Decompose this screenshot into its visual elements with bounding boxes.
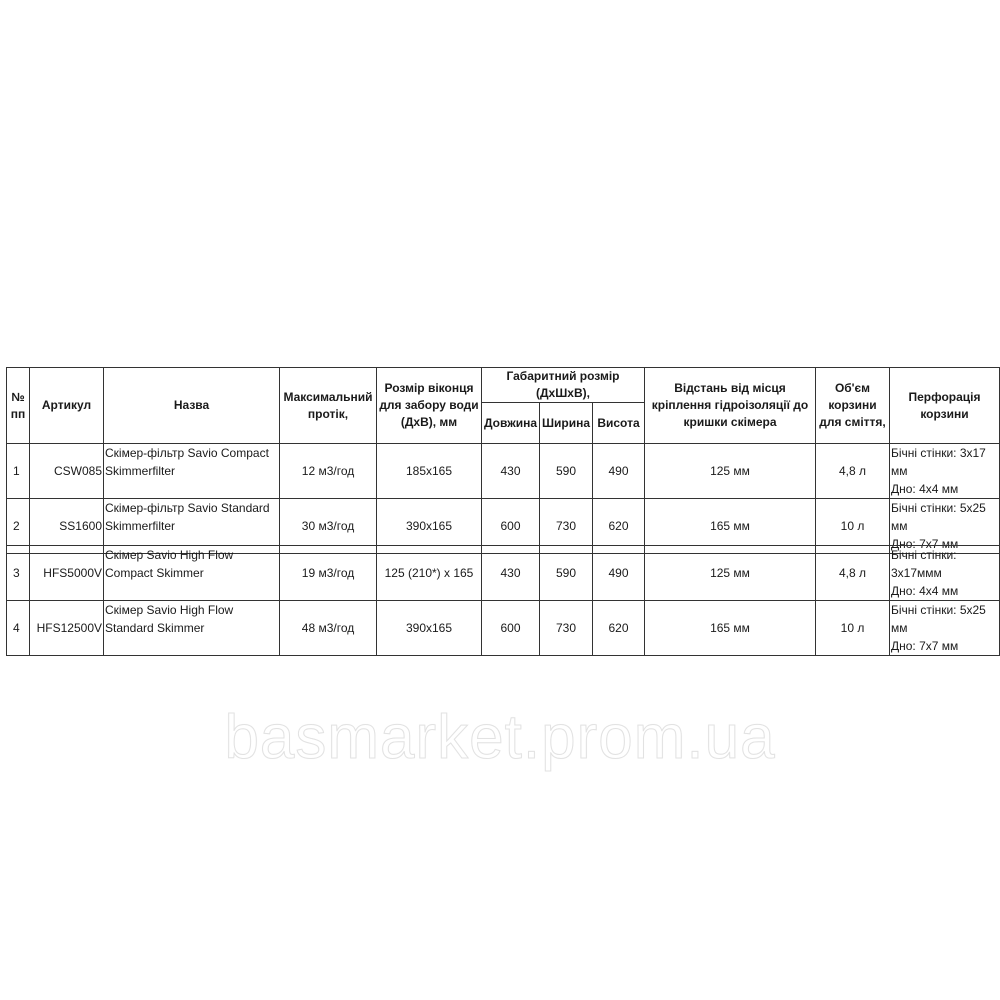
row-num: 1 xyxy=(7,444,30,499)
header-max-flow: Максимальний протік, xyxy=(280,368,377,444)
header-dimensions: Габаритний розмір (ДхШхВ), xyxy=(482,368,645,403)
row-length: 600 xyxy=(482,499,540,554)
row-length: 430 xyxy=(482,444,540,499)
row-num: 4 xyxy=(7,601,30,656)
row-distance: 125 мм xyxy=(645,546,816,601)
row-window: 125 (210*) x 165 xyxy=(377,546,482,601)
table-row xyxy=(7,444,1000,499)
row-volume: 10 л xyxy=(816,499,890,554)
row-width: 730 xyxy=(540,601,593,656)
row-num: 3 xyxy=(7,546,30,601)
table-row xyxy=(7,546,1000,601)
row-volume: 10 л xyxy=(816,601,890,656)
header-basket-volume: Об'єм корзини для сміття, xyxy=(816,368,890,444)
skimmer-table-bottom xyxy=(6,545,1000,656)
row-article: HFS12500V xyxy=(30,601,104,656)
row-perforation xyxy=(890,601,1000,656)
row-width: 590 xyxy=(540,444,593,499)
header-length: Довжина xyxy=(482,403,540,444)
row-window: 390x165 xyxy=(377,601,482,656)
row-width: 730 xyxy=(540,499,593,554)
header-article: Артикул xyxy=(30,368,104,444)
row-flow: 48 м3/год xyxy=(280,601,377,656)
row-flow: 19 м3/год xyxy=(280,546,377,601)
watermark-text: basmarket.prom.ua xyxy=(224,703,776,772)
skimmer-table-top xyxy=(6,367,1000,554)
table-row xyxy=(7,601,1000,656)
row-length: 430 xyxy=(482,546,540,601)
header-num: № пп xyxy=(7,368,30,444)
perforation-sides: Бічні стінки: 5x25 мм xyxy=(891,603,986,635)
row-name: Скімер Savio High Flow Standard Skimmer xyxy=(104,601,280,656)
header-name: Назва xyxy=(104,368,280,444)
row-volume: 4,8 л xyxy=(816,546,890,601)
perforation-bottom: Дно: 7x7 мм xyxy=(891,639,959,653)
row-volume: 4,8 л xyxy=(816,444,890,499)
row-length: 600 xyxy=(482,601,540,656)
row-distance: 165 мм xyxy=(645,601,816,656)
header-perforation: Перфорація корзини xyxy=(890,368,1000,444)
row-article: CSW085 xyxy=(30,444,104,499)
row-name: Скімер-фільтр Savio Compact Skimmerfilter xyxy=(104,444,280,499)
perforation-bottom: Дно: 4x4 мм xyxy=(891,482,959,496)
row-window: 390x165 xyxy=(377,499,482,554)
header-row xyxy=(7,368,1000,403)
row-article: SS1600 xyxy=(30,499,104,554)
row-flow: 30 м3/год xyxy=(280,499,377,554)
row-perforation xyxy=(890,546,1000,601)
row-height: 620 xyxy=(593,499,645,554)
row-distance: 165 мм xyxy=(645,499,816,554)
row-height: 490 xyxy=(593,444,645,499)
row-article: HFS5000V xyxy=(30,546,104,601)
header-distance: Відстань від місця кріплення гідроізоляції до кришки скімера xyxy=(645,368,816,444)
row-width: 590 xyxy=(540,546,593,601)
row-window: 185x165 xyxy=(377,444,482,499)
perforation-bottom: Дно: 4x4 мм xyxy=(891,584,959,598)
perforation-sides: Бічні стінки: 3x17 мм xyxy=(891,446,986,478)
perforation-bottom: Дно: 7x7 мм xyxy=(891,537,959,551)
row-flow: 12 м3/год xyxy=(280,444,377,499)
row-num: 2 xyxy=(7,499,30,554)
row-name: Скімер-фільтр Savio Standard Skimmerfilter xyxy=(104,499,280,554)
header-width: Ширина xyxy=(540,403,593,444)
perforation-sides: Бічні стінки: 3x17ммм xyxy=(891,548,957,580)
row-perforation xyxy=(890,444,1000,499)
row-distance: 125 мм xyxy=(645,444,816,499)
row-height: 490 xyxy=(593,546,645,601)
row-height: 620 xyxy=(593,601,645,656)
row-name: Скімер Savio High Flow Compact Skimmer xyxy=(104,546,280,601)
header-height: Висота xyxy=(593,403,645,444)
perforation-sides: Бічні стінки: 5x25 мм xyxy=(891,501,986,533)
header-window-size: Розмір віконця для забору води (ДхВ), мм xyxy=(377,368,482,444)
